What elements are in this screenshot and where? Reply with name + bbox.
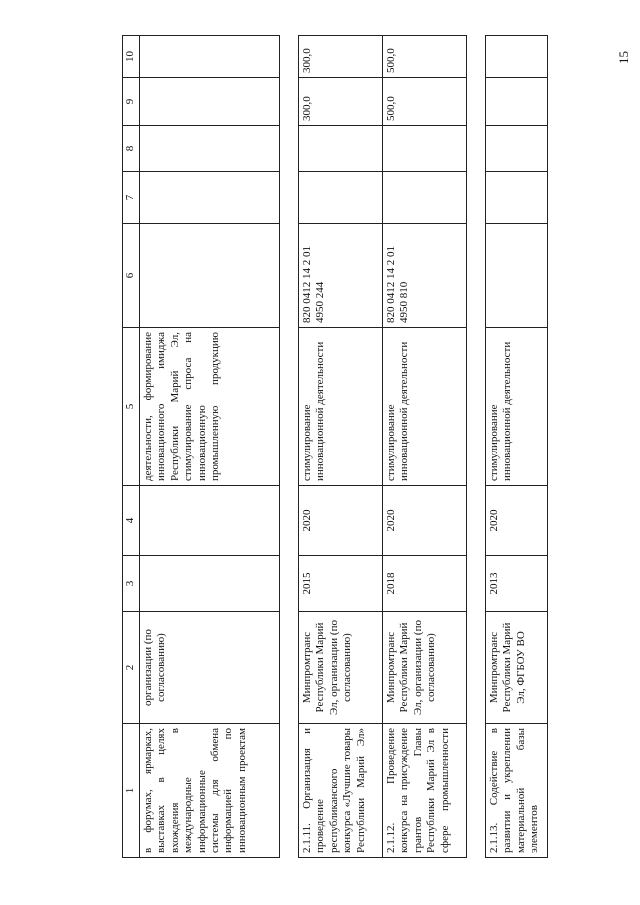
col-header-3: 3 bbox=[123, 556, 140, 612]
cell-executor: организации (по согласованию) bbox=[140, 612, 280, 724]
cell-activity: 2.1.11. Организация и проведение республиканского конкурса «Лучшие товары Республики Марий Эл» bbox=[299, 724, 383, 858]
cell-result: стимулирование инновационной деятельности bbox=[486, 328, 548, 486]
cell-col9 bbox=[486, 78, 548, 126]
col-header-10: 10 bbox=[123, 36, 140, 78]
cell-start-year: 2018 bbox=[383, 556, 467, 612]
cell-col8 bbox=[383, 126, 467, 172]
cell-col7 bbox=[383, 172, 467, 224]
col-header-8: 8 bbox=[123, 126, 140, 172]
col-header-4: 4 bbox=[123, 486, 140, 556]
page-number: 15 bbox=[616, 51, 631, 64]
row-gap bbox=[467, 36, 486, 858]
table-row bbox=[383, 36, 467, 858]
cell-result: деятельности, формирование инновационного имиджа Республики Марий Эл, стимулирование спроса на инновационную промышленную продукцию bbox=[140, 328, 280, 486]
table-row bbox=[299, 36, 383, 858]
cell-col7 bbox=[299, 172, 383, 224]
cell-start-year bbox=[140, 556, 280, 612]
col-header-2: 2 bbox=[123, 612, 140, 724]
cell-budget-code: 820 0412 14 2 01 4950 244 bbox=[299, 224, 383, 328]
table-row bbox=[140, 36, 280, 858]
col-header-5: 5 bbox=[123, 328, 140, 486]
cell-col9: 300,0 bbox=[299, 78, 383, 126]
cell-col9: 500,0 bbox=[383, 78, 467, 126]
row-gap bbox=[280, 36, 299, 858]
col-header-7: 7 bbox=[123, 172, 140, 224]
cell-budget-code: 820 0412 14 2 01 4950 810 bbox=[383, 224, 467, 328]
cell-budget-code bbox=[140, 224, 280, 328]
col-header-6: 6 bbox=[123, 224, 140, 328]
cell-executor: Минпромтранс Республики Марий Эл, организации (по согласованию) bbox=[383, 612, 467, 724]
cell-end-year bbox=[140, 486, 280, 556]
cell-start-year: 2015 bbox=[299, 556, 383, 612]
cell-col8 bbox=[486, 126, 548, 172]
cell-col7 bbox=[486, 172, 548, 224]
cell-col9 bbox=[140, 78, 280, 126]
col-header-9: 9 bbox=[123, 78, 140, 126]
column-number-row bbox=[123, 36, 140, 858]
table-row bbox=[486, 36, 548, 858]
cell-col7 bbox=[140, 172, 280, 224]
cell-activity: 2.1.12. Проведение конкурса на присуждение грантов Главы Республики Марий Эл в сфере промышленности bbox=[383, 724, 467, 858]
cell-end-year: 2020 bbox=[383, 486, 467, 556]
cell-result: стимулирование инновационной деятельности bbox=[299, 328, 383, 486]
cell-col8 bbox=[299, 126, 383, 172]
cell-col10 bbox=[486, 36, 548, 78]
cell-result: стимулирование инновационной деятельности bbox=[383, 328, 467, 486]
cell-col10: 500,0 bbox=[383, 36, 467, 78]
cell-end-year: 2020 bbox=[486, 486, 548, 556]
cell-executor: Минпромтранс Республики Марий Эл, организации (по согласованию) bbox=[299, 612, 383, 724]
rotated-table-container bbox=[122, 36, 632, 858]
program-table bbox=[122, 35, 548, 858]
col-header-1: 1 bbox=[123, 724, 140, 858]
cell-col10 bbox=[140, 36, 280, 78]
cell-activity: 2.1.13. Содействие в развитии и укреплении материальной базы элементов bbox=[486, 724, 548, 858]
cell-col8 bbox=[140, 126, 280, 172]
cell-executor: Минпромтранс Республики Марий Эл, ФГБОУ ВО bbox=[486, 612, 548, 724]
cell-start-year: 2013 bbox=[486, 556, 548, 612]
cell-activity: в форумах, ярмарках, выставках в целях вхождения в международные информационные системы для обмена информацией по инновационным проектам bbox=[140, 724, 280, 858]
cell-budget-code bbox=[486, 224, 548, 328]
cell-col10: 300,0 bbox=[299, 36, 383, 78]
cell-end-year: 2020 bbox=[299, 486, 383, 556]
